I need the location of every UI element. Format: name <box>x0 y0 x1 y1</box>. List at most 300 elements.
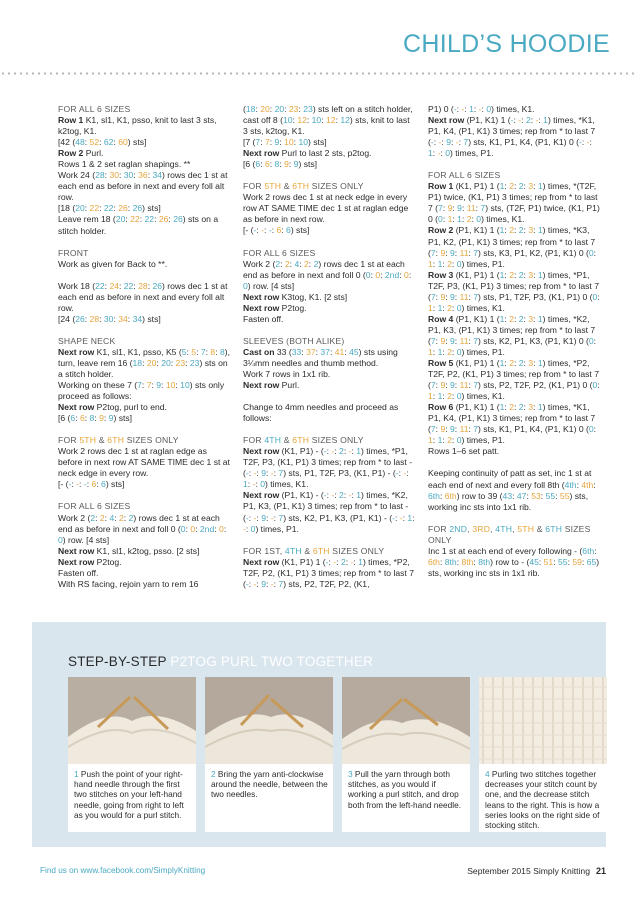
size-value: 1 <box>537 313 543 324</box>
size-value: 3 <box>528 225 534 236</box>
size-value: 1 <box>356 446 362 457</box>
size-value: - <box>510 115 514 126</box>
size-value: 23 <box>288 104 299 114</box>
size-value: 11 <box>466 203 476 214</box>
size-value: 4TH <box>495 523 513 534</box>
size-value: - <box>478 104 482 114</box>
size-value: 1 <box>437 391 443 402</box>
size-value: 9 <box>261 468 266 479</box>
instruction: Next row K1, sl1, k2tog, psso. [2 sts] <box>58 545 200 556</box>
size-value: 9 <box>440 380 446 391</box>
size-value: 6 <box>79 413 85 424</box>
size-value: 34 <box>152 170 163 181</box>
size-value: 6 <box>276 225 282 236</box>
size-value: - <box>430 137 434 148</box>
size-value: - <box>392 512 395 523</box>
size-value: 10 <box>180 380 190 391</box>
size-value: 2 <box>99 512 105 523</box>
instruction: Work 18 (22: 24: 22: 28: 26) rows dec 1 st at each end as before in next and every foll alt row. <box>58 280 228 313</box>
size-value: 28 <box>138 280 148 291</box>
size-value: 7 <box>200 346 206 357</box>
column-2 <box>243 104 415 618</box>
size-value: 9 <box>450 424 455 435</box>
section-heading: FOR ALL 6 SIZES <box>58 501 131 512</box>
size-value: 6TH <box>545 523 563 534</box>
instruction: [- (-: -: -: 6: 6) sts] <box>243 225 310 236</box>
size-value: 1 <box>428 391 433 402</box>
size-value: 2 <box>339 490 344 501</box>
column-3 <box>428 104 600 618</box>
size-value: 0 <box>592 380 598 391</box>
instruction: Work 7 rows in 1x1 rib. <box>243 368 331 379</box>
size-value: - <box>253 225 257 236</box>
step-photo-1 <box>68 677 196 764</box>
size-value: - <box>245 512 249 523</box>
size-value: 33 <box>291 346 302 357</box>
size-value: 9 <box>446 137 451 148</box>
size-value: 28 <box>89 313 100 324</box>
size-value: - <box>270 578 274 589</box>
size-value: 2nd <box>199 523 215 534</box>
size-value: 1 <box>457 214 462 225</box>
size-value: 20 <box>260 104 270 114</box>
size-value: 53 <box>531 490 541 501</box>
size-value: - <box>323 446 327 457</box>
size-value: 1 <box>447 214 453 225</box>
size-value: 11 <box>459 380 469 391</box>
size-value: 60 <box>118 137 128 148</box>
instruction: Row 2 (P1, K1) 1 (1: 2: 2: 3: 1) times, *K3, P1, K2, (P1, K1) 3 times; rep from * to last 7 (7: 9: 9: 11: 7) sts, K3, P1, K2, (P1, K1) 0 (0: 1: 1: 2: 0) times, P1. <box>428 225 597 269</box>
size-value: 1 <box>469 104 474 114</box>
section-heading: FOR ALL 6 SIZES <box>428 170 501 181</box>
size-value: 7 <box>473 380 479 391</box>
instruction: Next row P2tog, purl to end. <box>58 402 167 413</box>
size-value: 2 <box>518 225 524 236</box>
size-value: 2 <box>447 391 452 402</box>
size-value: - <box>579 137 582 148</box>
size-value: 7 <box>473 247 479 258</box>
size-value: 2 <box>128 512 134 523</box>
step-by-step-panel <box>32 622 606 847</box>
size-value: 3RD <box>472 523 491 534</box>
size-value: 1 <box>428 258 433 269</box>
size-value: 55 <box>559 490 570 501</box>
size-value: 6 <box>286 225 291 236</box>
instruction: Next row P2tog. <box>58 556 122 567</box>
size-value: 1 <box>243 479 248 490</box>
size-value: 1 <box>428 346 433 357</box>
size-value: 12 <box>326 115 336 126</box>
size-value: 2nd <box>384 269 400 280</box>
size-value: 7 <box>278 468 284 479</box>
size-value: 4th <box>581 479 594 490</box>
instruction: Row 3 (K1, P1) 1 (1: 2: 2: 3: 1) times, *P1, T2F, P3, (K1, P1) 3 times; rep from * to last 7 (7: 9: 9: 11: 7) sts, P1, T2F, P3, (K1, P1) 0 (0: 1: 1: 2: 0) times, K1. <box>428 269 600 313</box>
size-value: 3 <box>528 358 534 369</box>
size-value: 2 <box>304 258 309 269</box>
size-value: 0 <box>456 258 462 269</box>
instruction: Work 24 (28: 30: 30: 36: 34) rows dec 1 st at each end as before in next and every foll alt row. <box>58 170 228 203</box>
size-value: 0 <box>243 280 248 291</box>
size-value: 1 <box>543 115 548 126</box>
size-value: 9 <box>450 380 455 391</box>
size-value: 0 <box>438 214 443 225</box>
step-caption-2: 2 Bring the yarn anti-clockwise around the needle, between the two needles. <box>205 764 333 832</box>
section-heading: FRONT <box>58 247 89 258</box>
section-heading: SHAPE NECK <box>58 335 116 346</box>
size-value: 9 <box>108 413 114 424</box>
size-value: 37 <box>306 346 316 357</box>
size-value: 7 <box>430 335 436 346</box>
size-value: 26 <box>173 214 183 225</box>
dotted-divider <box>0 72 638 75</box>
size-value: 20 <box>161 357 171 368</box>
size-value: 9 <box>450 335 455 346</box>
size-value: - <box>245 468 249 479</box>
size-value: 7 <box>438 203 443 214</box>
instruction: Rows 1 & 2 set raglan shapings. ** <box>58 159 191 170</box>
instruction: P1) 0 (-: -: 1: -: 0) times, K1. <box>428 104 535 114</box>
step-photo-3 <box>342 677 470 764</box>
step-caption-1: 1 Push the point of your right-hand needle through the first two stitches on your left-hand needle, going from right to left as you would for a purl stitch. <box>68 764 196 832</box>
instruction: Leave rem 18 (20: 22: 22: 26: 26) sts on a stitch holder. <box>58 214 219 236</box>
size-value: 26 <box>75 313 85 324</box>
size-value: 9 <box>450 247 455 258</box>
size-value: 2 <box>447 258 452 269</box>
size-value: - <box>268 225 272 236</box>
size-value: - <box>243 523 246 534</box>
size-value: 22 <box>123 280 134 291</box>
size-value: 0 <box>592 291 598 302</box>
step-caption-3: 3 Pull the yarn through both stitches, as you would if working a purl stitch, and drop both from the left-hand needle. <box>342 764 470 832</box>
size-value: - <box>403 468 407 479</box>
size-value: 2 <box>518 269 524 280</box>
size-value: 9 <box>440 335 446 346</box>
size-value: 2ND <box>449 523 468 534</box>
size-value: 2 <box>518 402 524 413</box>
size-value: 30 <box>103 313 114 324</box>
size-value: 12 <box>297 115 307 126</box>
size-value: 20 <box>75 203 85 214</box>
instruction: Cast on 33 (33: 37: 37: 41: 45) sts using 3¼mm needles and thumb method. <box>243 346 398 368</box>
size-value: 11 <box>459 335 469 346</box>
size-value: - <box>270 512 274 523</box>
size-value: 2 <box>509 225 514 236</box>
size-value: 9 <box>440 291 446 302</box>
size-value: 6 <box>101 479 106 490</box>
size-value: - <box>253 512 257 523</box>
size-value: 0 <box>260 479 265 490</box>
size-value: 37 <box>320 346 330 357</box>
size-value: 28 <box>95 170 105 181</box>
size-value: 23 <box>303 104 313 114</box>
size-value: 5 <box>191 346 197 357</box>
instruction: With RS facing, rejoin yarn to rem 16 <box>58 578 199 589</box>
instruction: Inc 1 st at each end of every following - (6th: 6th: 8th: 8th: 8th) row to - (45: 51: 55: 59: 65) sts, working inc sts in 1x1 rib. <box>428 545 600 578</box>
size-value: 7 <box>264 137 270 148</box>
size-value: 45 <box>349 346 359 357</box>
size-value: 2 <box>518 358 524 369</box>
instruction: Next row K1, sl1, K1, psso, K5 (5: 5: 7: 8: 8), turn, leave rem 16 (18: 20: 20: 23: 23) sts on a stitch holder. <box>58 346 230 379</box>
size-value: 3 <box>528 269 534 280</box>
size-value: - <box>253 468 257 479</box>
size-value: 1 <box>499 269 505 280</box>
size-value: 7 <box>255 137 261 148</box>
section-heading: SLEEVES (BOTH ALIKE) <box>243 335 345 346</box>
size-value: 7 <box>278 578 284 589</box>
section-heading: FOR 4TH & 6TH SIZES ONLY <box>243 435 364 446</box>
size-value: 47 <box>516 490 527 501</box>
instruction: Work 2 rows dec 1 st at raglan edge as before in next row AT SAME TIME dec 1 st at neck edge in every row. <box>58 446 230 479</box>
size-value: 8 <box>210 346 216 357</box>
size-value: 2 <box>447 302 452 313</box>
size-value: - <box>331 446 335 457</box>
instruction: Next row (P1, K1) - (-: -: 2: -: 1) times, *K2, P1, K3, (P1, K1) 3 times; rep from * to last - (-: -: 9: -: 7) sts, K2, P1, K3, (P1, K1) - (-: -: 1: -: 0) times, P1. <box>243 490 415 534</box>
size-value: 7 <box>473 424 479 435</box>
size-value: 1 <box>437 346 443 357</box>
size-value: 2 <box>447 346 452 357</box>
instruction: [6 (6: 6: 8: 9: 9) sts] <box>243 159 318 170</box>
size-value: 7 <box>463 137 469 148</box>
size-value: - <box>395 468 399 479</box>
footer-issue: September 2015 Simply Knitting 21 <box>467 866 606 876</box>
instruction: Fasten off. <box>58 567 99 578</box>
size-value: 0 <box>180 523 186 534</box>
size-value: 1 <box>537 225 543 236</box>
size-value: 11 <box>459 247 469 258</box>
size-value: - <box>323 490 327 501</box>
size-value: 12 <box>340 115 350 126</box>
size-value: 11 <box>459 291 469 302</box>
size-value: - <box>399 512 403 523</box>
size-value: 22 <box>89 203 100 214</box>
instruction: Row 1 (K1, P1) 1 (1: 2: 2: 3: 1) times, *(T2F, P1) twice, (K1, P1) 3 times; rep from * to last 7 (7: 9: 9: 11: 7) sts, (T2F, P1) twice, (K1, P1) 0 (0: 1: 1: 2: 0) times, K1. <box>428 181 600 225</box>
instruction: Next row P2tog. <box>243 302 307 313</box>
size-value: 0 <box>375 269 381 280</box>
size-value: 1 <box>499 225 505 236</box>
size-value: 4th <box>564 479 577 490</box>
size-value: 30 <box>109 170 119 181</box>
size-value: 4 <box>109 512 115 523</box>
size-value: - <box>535 115 539 126</box>
size-value: 65 <box>586 556 597 567</box>
size-value: - <box>325 556 329 567</box>
instruction: Work 2 (2: 2: 4: 2: 2) rows dec 1 st at each end as before in next and foll 0 (0: 0: 2nd: 0: 0) row. [4 sts] <box>58 512 227 545</box>
size-value: 1 <box>537 269 543 280</box>
section-heading: FOR 5TH & 6TH SIZES ONLY <box>243 181 364 192</box>
size-value: 9 <box>261 512 266 523</box>
size-value: 7 <box>430 291 436 302</box>
size-value: 59 <box>572 556 582 567</box>
instruction: Next row K3tog, K1. [2 sts] <box>243 291 348 302</box>
size-value: 7 <box>473 335 479 346</box>
size-value: - <box>348 490 352 501</box>
size-value: - <box>453 104 457 114</box>
size-value: 4 <box>294 258 300 269</box>
instruction: Next row Purl to last 2 sts, p2tog. <box>243 148 372 159</box>
instruction: Fasten off. <box>243 313 284 324</box>
size-value: 0 <box>476 214 482 225</box>
instruction: Next row Purl. <box>243 380 300 391</box>
size-value: 0 <box>456 435 462 446</box>
size-value: 24 <box>109 280 119 291</box>
size-value: 2 <box>518 181 524 192</box>
size-value: 9 <box>440 424 446 435</box>
size-value: - <box>331 490 335 501</box>
size-value: 0 <box>588 335 594 346</box>
size-value: 0 <box>250 523 256 534</box>
size-value: 2 <box>119 512 124 523</box>
size-value: 1 <box>537 358 543 369</box>
size-value: 8th <box>444 556 457 567</box>
size-value: 0 <box>445 148 450 159</box>
size-value: 1 <box>407 512 413 523</box>
size-value: 1 <box>499 181 505 192</box>
size-value: 6 <box>255 159 261 170</box>
size-value: 1 <box>499 313 505 324</box>
size-value: - <box>270 468 274 479</box>
size-value: 0 <box>588 424 594 435</box>
size-value: - <box>455 137 459 148</box>
size-value: 2 <box>284 258 290 269</box>
instruction: Row 6 (P1, K1) 1 (1: 2: 2: 3: 1) times, *K1, P1, K4, (P1, K1) 3 times; rep from * to last 7 (7: 9: 9: 11: 7) sts, K1, P1, K4, (P1, K1) 0 (0: 1: 1: 2: 0) times, P1. <box>428 402 597 446</box>
size-value: 1 <box>537 402 543 413</box>
size-value: 10 <box>311 115 322 126</box>
size-value: 6th <box>428 490 440 501</box>
size-value: 6 <box>91 479 97 490</box>
section-heading: FOR 1ST, 4TH & 6TH SIZES ONLY <box>243 545 385 556</box>
size-value: 7 <box>430 380 436 391</box>
size-value: 2 <box>509 402 514 413</box>
size-value: 8th <box>478 556 491 567</box>
size-value: 23 <box>175 357 186 368</box>
instruction: Working on these 7 (7: 7: 9: 10: 10) sts only proceed as follows: <box>58 380 225 402</box>
pattern-columns <box>58 104 604 618</box>
size-value: - <box>438 137 442 148</box>
instruction: Keeping continuity of patt as set, inc 1 st at each end of next and every foll 8th (4th: 4th: 6th: 6th) row to 39 (43: 47: 53: 55: 55) sts, working inc sts into 1x1 rib. <box>428 468 596 512</box>
size-value: 7 <box>430 424 436 435</box>
size-value: 5TH <box>517 523 535 534</box>
size-value: 3 <box>528 313 534 324</box>
size-value: 7 <box>480 203 486 214</box>
size-value: 22 <box>103 203 114 214</box>
size-value: 1 <box>499 402 505 413</box>
instruction: Change to 4mm needles and proceed as follows: <box>243 402 399 424</box>
size-value: 55 <box>558 556 568 567</box>
size-value: 6th <box>582 545 595 556</box>
size-value: 34 <box>118 313 128 324</box>
section-heading: FOR ALL 6 SIZES <box>243 247 316 258</box>
size-value: 18 <box>245 104 256 114</box>
size-value: 0 <box>456 346 462 357</box>
size-value: - <box>261 225 265 236</box>
size-value: 2 <box>313 258 319 269</box>
size-value: 1 <box>428 148 433 159</box>
size-value: 1 <box>499 358 505 369</box>
size-value: 1 <box>537 181 543 192</box>
instruction: Rows 1–6 set patt. <box>428 446 500 457</box>
size-value: 3 <box>528 181 534 192</box>
size-value: 7 <box>146 380 152 391</box>
size-value: 22 <box>144 214 155 225</box>
size-value: - <box>350 556 354 567</box>
size-value: 8 <box>89 413 95 424</box>
instruction: Row 2 Purl. <box>58 148 104 159</box>
size-value: 51 <box>543 556 554 567</box>
size-value: 26 <box>132 203 143 214</box>
size-value: 2 <box>518 313 524 324</box>
size-value: 26 <box>152 280 163 291</box>
size-value: 0 <box>456 391 462 402</box>
size-value: 26 <box>158 214 169 225</box>
size-value: 34 <box>132 313 143 324</box>
size-value: 52 <box>89 137 100 148</box>
size-value: 22 <box>130 214 140 225</box>
size-value: 2 <box>509 358 514 369</box>
size-value: 48 <box>75 137 85 148</box>
size-value: 10 <box>165 380 176 391</box>
size-value: 9 <box>99 413 104 424</box>
size-value: 22 <box>95 280 105 291</box>
size-value: 2 <box>509 269 514 280</box>
size-value: 9 <box>284 159 289 170</box>
section-heading: FOR 5TH & 6TH SIZES ONLY <box>58 435 179 446</box>
size-value: 11 <box>459 424 469 435</box>
size-value: 1 <box>437 302 443 313</box>
size-value: 2 <box>339 446 344 457</box>
size-value: 9 <box>447 203 453 214</box>
size-value: 8th <box>461 556 474 567</box>
footer-facebook-link[interactable]: Find us on www.facebook.com/SimplyKnitting <box>40 866 206 875</box>
size-value: 9 <box>156 380 162 391</box>
instruction: [24 (26: 28: 30: 34: 34) sts] <box>58 313 161 324</box>
instruction: Next row (K1, P1) - (-: -: 2: -: 1) times, *P1, T2F, P3, (K1, P1) 3 times; rep from * to last - (-: -: 9: -: 7) sts, P1, T2F, P3, (K1, P1) - (-: -: 1: -: 0) times, K1. <box>243 446 413 490</box>
size-value: 6th <box>428 556 440 567</box>
size-value: - <box>253 578 257 589</box>
instruction: [7 (7: 7: 9: 10: 10) sts] <box>243 137 327 148</box>
instruction: Work as given for Back to **. <box>58 258 168 269</box>
instruction: (18: 20: 20: 23: 23) sts left on a stitch holder, cast off 8 (10: 12: 10: 12: 12) sts, knit to last 3 sts, k2tog, K1. <box>243 104 413 137</box>
size-value: 7 <box>430 247 436 258</box>
size-value: 9 <box>274 137 280 148</box>
size-value: 8 <box>219 346 225 357</box>
size-value: 26 <box>118 203 128 214</box>
size-value: 7 <box>137 380 142 391</box>
size-value: 2 <box>466 214 472 225</box>
size-value: - <box>76 479 80 490</box>
size-value: 8 <box>274 159 280 170</box>
size-value: 9 <box>293 159 299 170</box>
step-caption-4: 4 Purling two stitches together decreases your stitch count by one, and the decrease stitch leans to the right. This is how a series looks on the right side of stocking stitch. <box>479 764 607 832</box>
step-by-step-title: STEP-BY-STEP P2TOG PURL TWO TOGETHER <box>68 654 374 669</box>
size-value: 0 <box>456 302 462 313</box>
instruction: Next row (K1, P1) 1 (-: -: 2: -: 1) times, *P2, T2F, P2, (K1, P1) 3 times; rep from * to last 7 (-: -: 9: -: 7) sts, P2, T2F, P2, (K1, <box>243 556 414 589</box>
instruction: Row 5 (K1, P1) 1 (1: 2: 2: 3: 1) times, *P2, T2F, P2, (K1, P1) 3 times; rep from * to last 7 (7: 9: 9: 11: 7) sts, P2, T2F, P2, (K1, P1) 0 (0: 1: 1: 2: 0) times, K1. <box>428 358 600 402</box>
size-value: 6th <box>444 490 457 501</box>
size-value: 0 <box>58 534 63 545</box>
size-value: 18 <box>132 357 143 368</box>
instruction: [- (-: -: -: 6: 6) sts] <box>58 479 125 490</box>
size-value: - <box>586 137 590 148</box>
page-number: 21 <box>595 866 606 876</box>
size-value: 41 <box>334 346 345 357</box>
instruction: Work 2 rows dec 1 st at neck edge in every row AT SAME TIME dec 1 st at raglan edge as before in next row. <box>243 192 409 225</box>
size-value: 55 <box>545 490 556 501</box>
size-value: 0 <box>365 269 371 280</box>
size-value: 2 <box>275 258 281 269</box>
size-value: - <box>333 556 337 567</box>
size-value: 10 <box>298 137 309 148</box>
size-value: 10 <box>282 115 293 126</box>
